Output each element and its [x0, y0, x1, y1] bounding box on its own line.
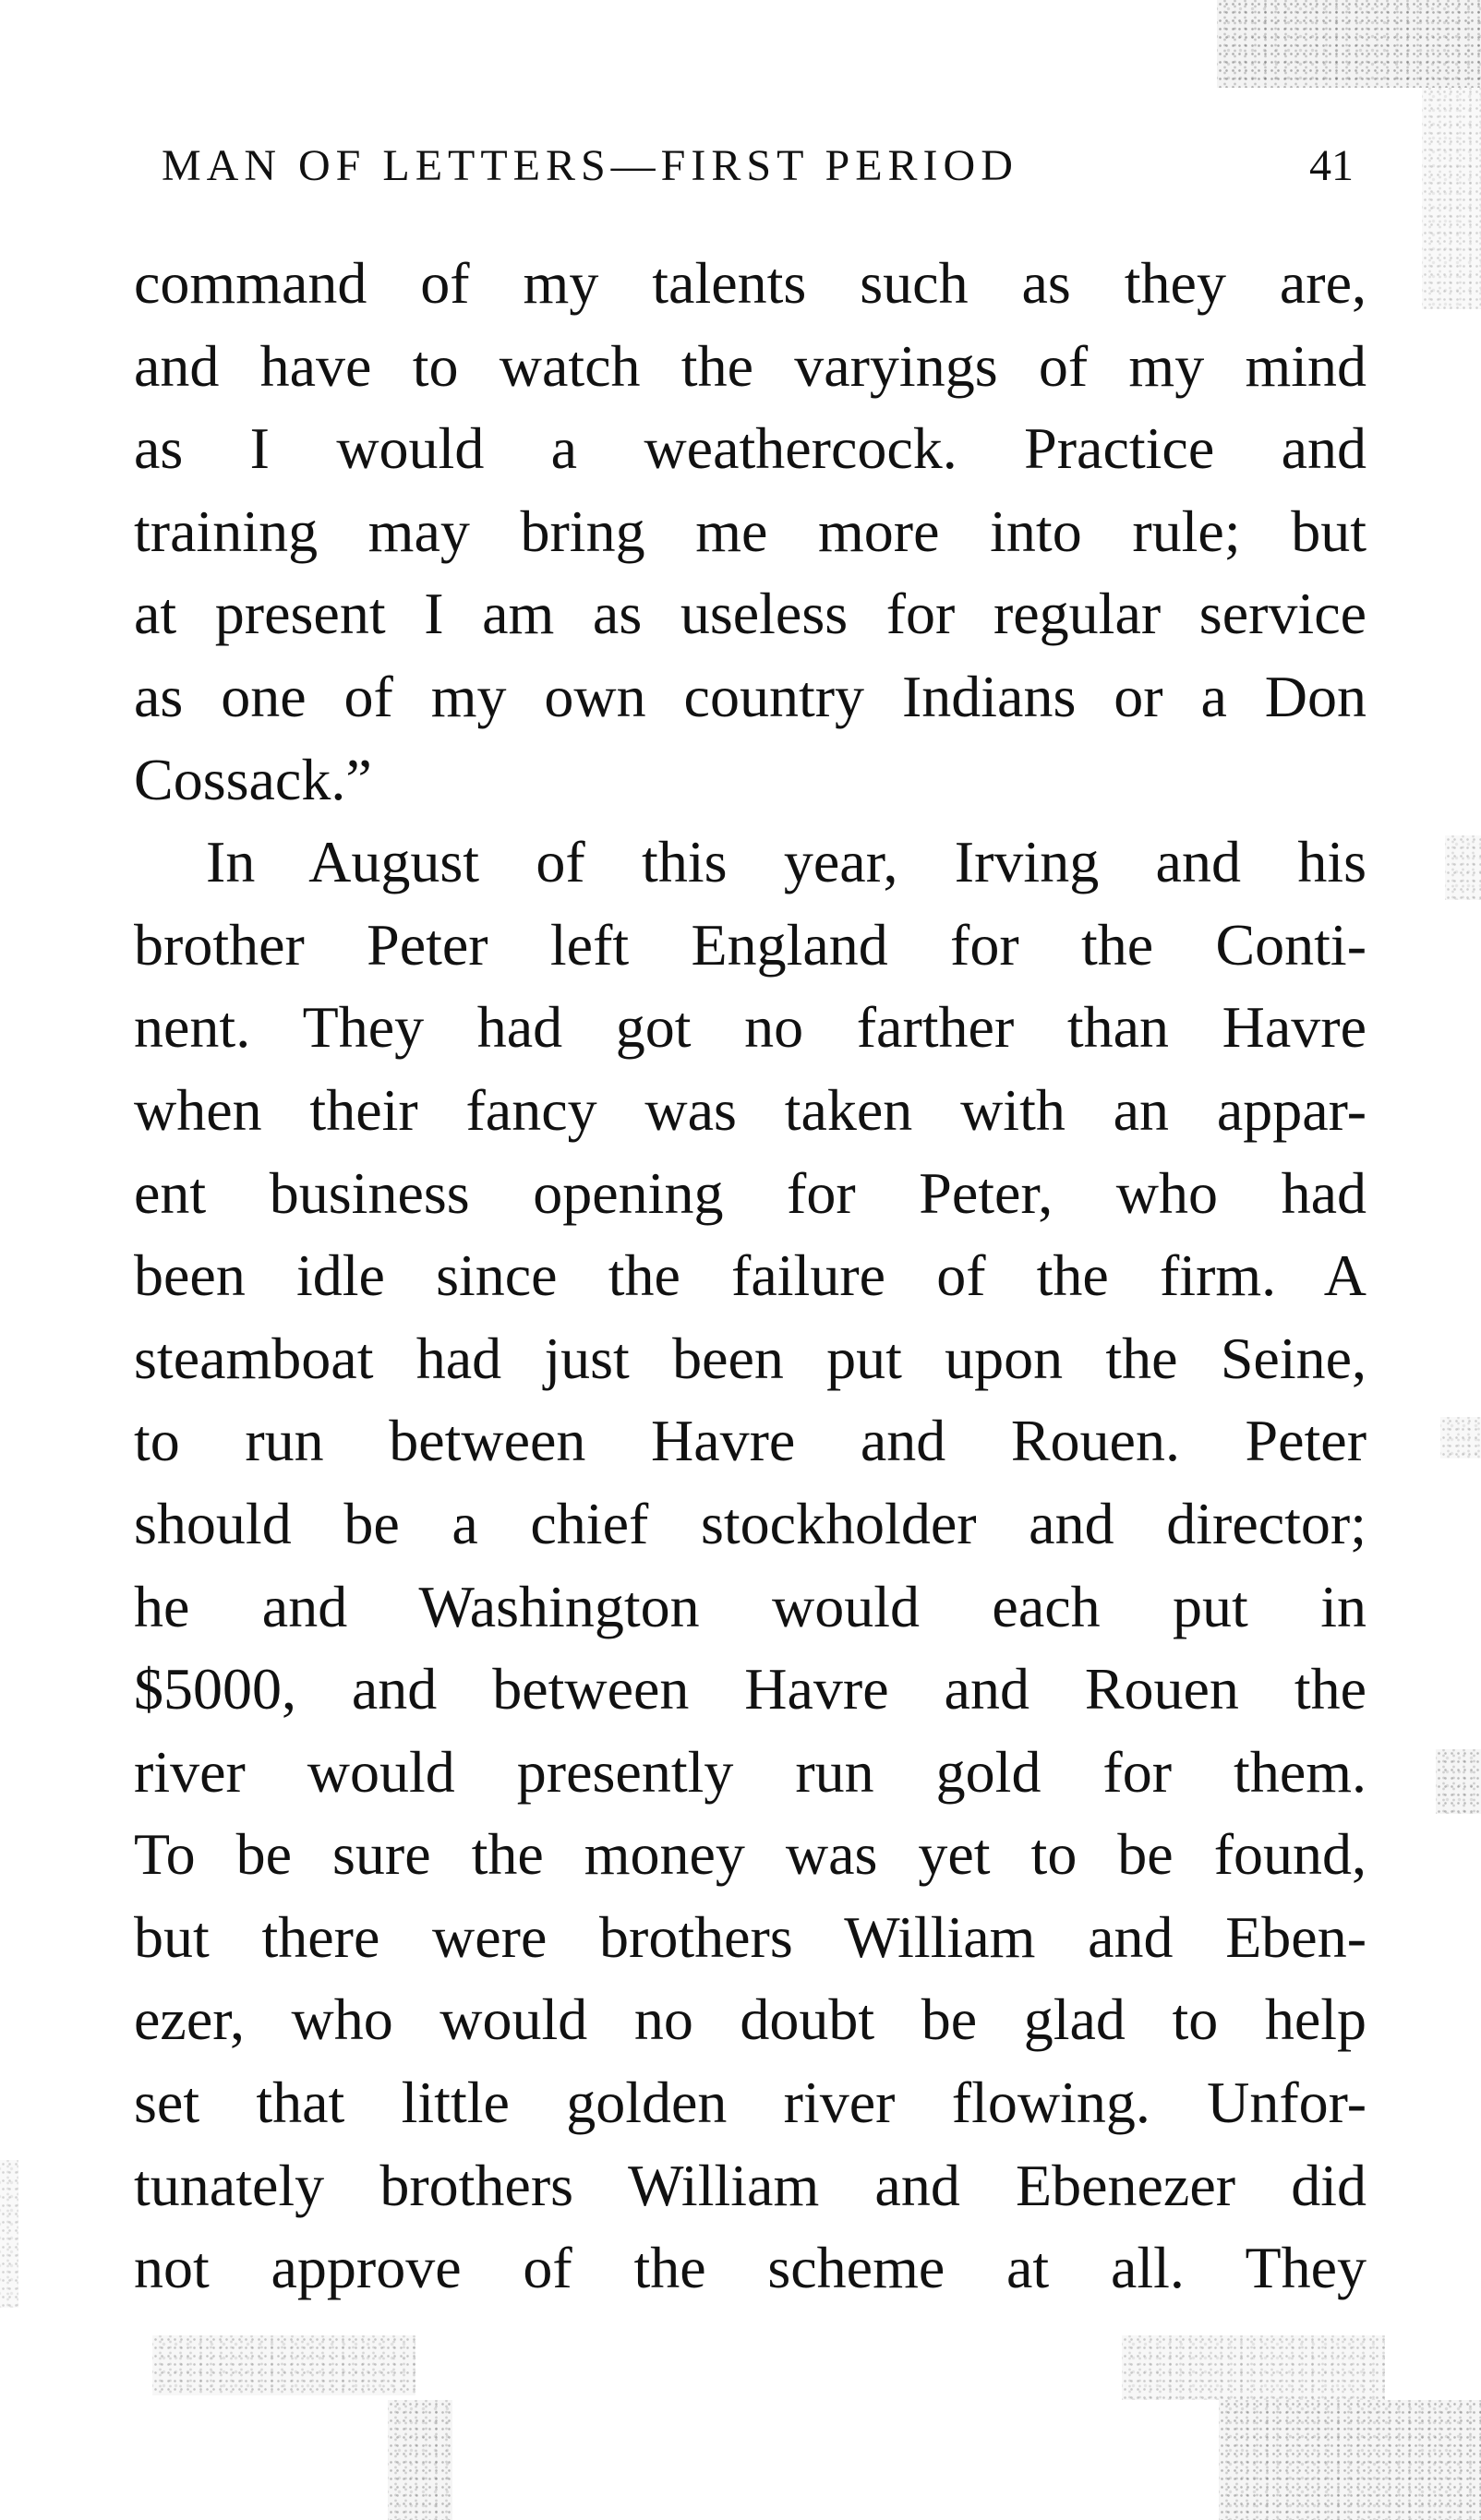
running-header	[162, 140, 1362, 205]
scan-noise-bottom-right	[1122, 2335, 1385, 2400]
scan-noise-top-right	[1217, 0, 1481, 88]
text-line: ezer, who would no doubt be glad to help	[134, 1986, 1367, 2053]
paragraph-start-line: In August of this year, Irving and his	[206, 829, 1367, 895]
text-line: set that little golden river flowing. Unfor-	[134, 2070, 1367, 2136]
running-title: MAN OF LETTERS—FIRST PERIOD	[162, 141, 1018, 190]
text-line: and have to watch the varyings of my mind	[134, 332, 1367, 399]
page-number: 41	[1309, 141, 1354, 190]
text-line: brother Peter left England for the Conti-	[134, 911, 1367, 978]
scan-noise-right-edge-4	[1436, 1749, 1481, 1814]
scan-noise-bottom-left-2	[388, 2400, 452, 2520]
scan-noise-right-edge-1	[1422, 88, 1481, 309]
scan-noise-bottom-right-2	[1219, 2400, 1481, 2520]
text-line: not approve of the scheme at all. They	[134, 2235, 1367, 2301]
text-line: tunately brothers William and Ebenezer did	[134, 2152, 1367, 2218]
body-text	[134, 242, 1367, 2310]
text-line: as I would a weathercock. Practice and	[134, 415, 1367, 482]
text-line: training may bring me more into rule; but	[134, 498, 1367, 564]
text-line: to run between Havre and Rouen. Peter	[134, 1408, 1367, 1474]
text-line: at present I am as useless for regular service	[134, 581, 1367, 647]
scan-noise-bottom-left	[152, 2335, 415, 2395]
text-line: steamboat had just been put upon the Seine,	[134, 1325, 1367, 1391]
text-line: but there were brothers William and Eben-	[134, 1903, 1367, 1970]
text-line: been idle since the failure of the firm. A	[134, 1242, 1367, 1309]
scan-noise-right-edge-3	[1440, 1417, 1481, 1458]
text-line: as one of my own country Indians or a Don	[134, 663, 1367, 729]
text-line: river would presently run gold for them.	[134, 1738, 1367, 1805]
text-line: nent. They had got no farther than Havre	[134, 994, 1367, 1061]
text-line: ent business opening for Peter, who had	[134, 1159, 1367, 1226]
text-line: when their fancy was taken with an appar-	[134, 1076, 1367, 1143]
scan-noise-left-edge	[0, 2160, 18, 2308]
scan-noise-right-edge-2	[1445, 835, 1481, 900]
text-line: he and Washington would each put in	[134, 1573, 1367, 1639]
text-line: command of my talents such as they are,	[134, 250, 1367, 316]
text-line: $5000, and between Havre and Rouen the	[134, 1656, 1367, 1722]
text-line: To be sure the money was yet to be found,	[134, 1821, 1367, 1888]
paragraph-end-line: Cossack.”	[134, 746, 372, 812]
text-line: should be a chief stockholder and director;	[134, 1490, 1367, 1556]
